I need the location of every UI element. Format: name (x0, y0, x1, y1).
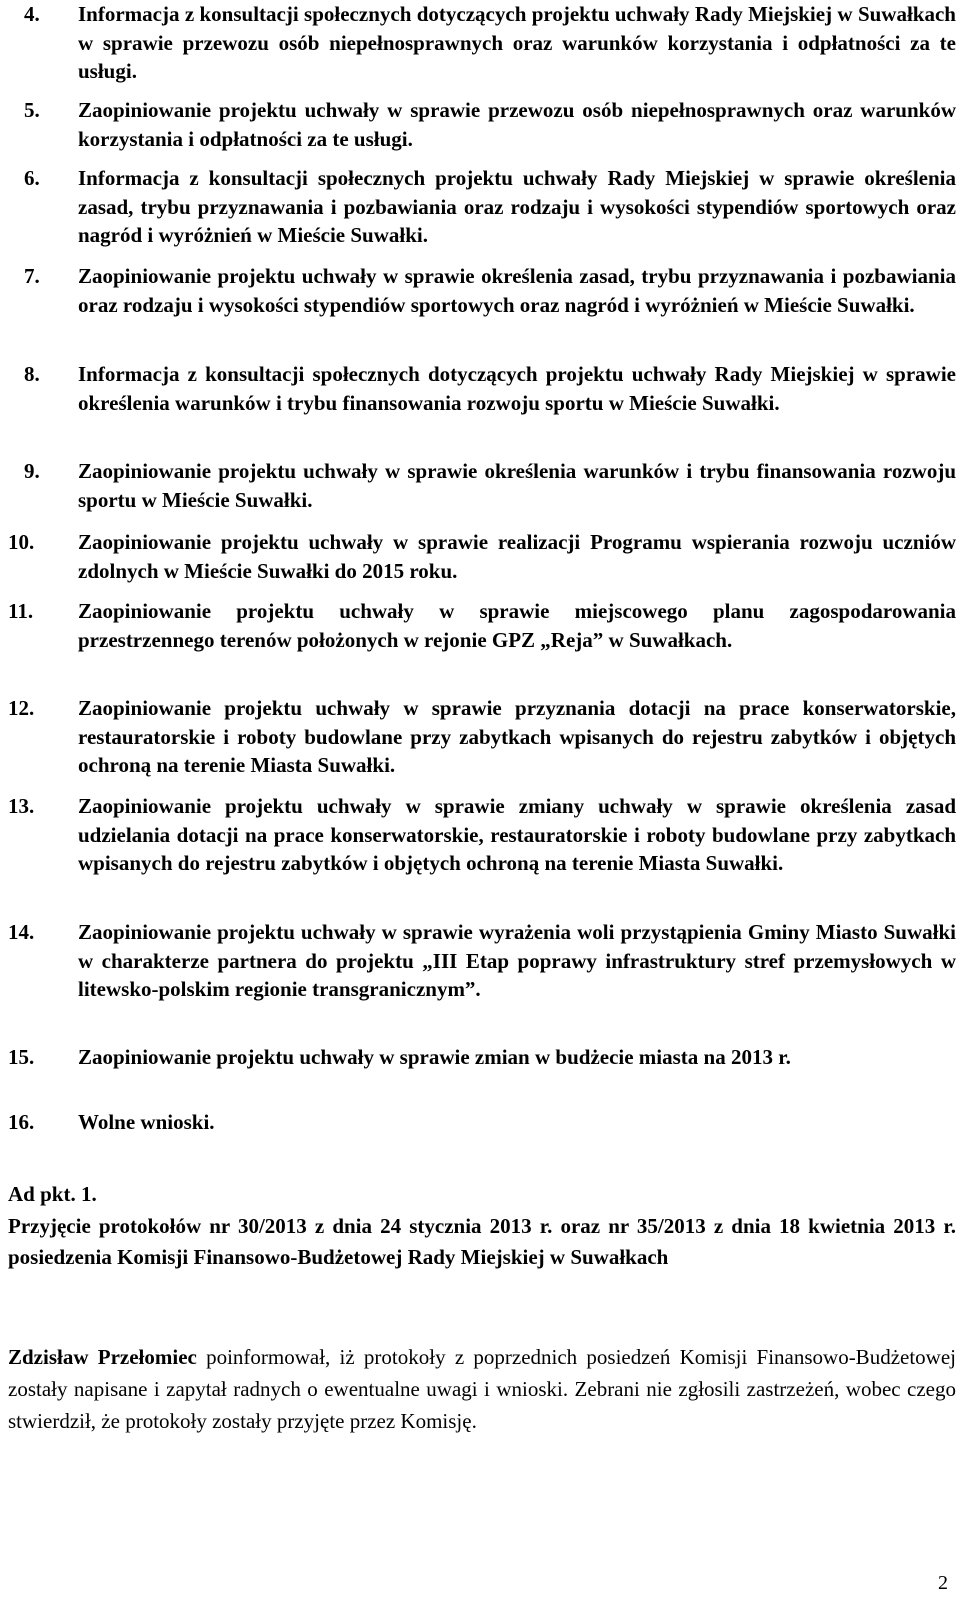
agenda-item-number: 16. (8, 1110, 35, 1134)
agenda-item-10 (8, 528, 956, 585)
agenda-item-text: Zaopiniowanie projektu uchwały w sprawie miejscowego planu zagospodarowania przestrzennego terenów położonych w rejonie GPZ „Reja” w Suwałkach. (78, 599, 956, 652)
agenda-item-number: 4. (24, 2, 40, 26)
agenda-item-8 (8, 360, 956, 417)
agenda-item-text: Informacja z konsultacji społecznych dotyczących projektu uchwały Rady Miejskiej w sprawie określenia warunków i trybu finansowania rozwoju sportu w Mieście Suwałki. (78, 362, 956, 415)
agenda-item-4 (8, 0, 956, 86)
agenda-item-number: 10. (8, 530, 35, 554)
agenda-item-5 (8, 96, 956, 153)
agenda-item-number: 9. (24, 459, 40, 483)
agenda-item-15 (8, 1043, 956, 1072)
agenda-item-text: Zaopiniowanie projektu uchwały w sprawie przyznania dotacji na prace konserwatorskie, restauratorskie i roboty budowlane przy zabytkach wpisanych do rejestru zabytków i objętych ochroną na terenie Miasta Suwałki. (78, 696, 956, 777)
agenda-item-7 (8, 262, 956, 319)
agenda-item-13 (8, 792, 956, 878)
agenda-item-16 (8, 1108, 956, 1137)
page-number: 2 (938, 1572, 948, 1594)
agenda-item-text: Zaopiniowanie projektu uchwały w sprawie określenia warunków i trybu finansowania rozwoju sportu w Mieście Suwałki. (78, 459, 956, 512)
agenda-item-9 (8, 457, 956, 514)
agenda-item-number: 8. (24, 362, 40, 386)
section-title: Przyjęcie protokołów nr 30/2013 z dnia 24 stycznia 2013 r. oraz nr 35/2013 z dnia 18 kwietnia 2013 r. posiedzenia Komisji Finansowo-Budżetowej Rady Miejskiej w Suwałkach (8, 1214, 956, 1269)
agenda-item-number: 11. (8, 599, 34, 623)
agenda-item-number: 12. (8, 696, 35, 720)
agenda-item-text: Informacja z konsultacji społecznych dotyczących projektu uchwały Rady Miejskiej w Suwałkach w sprawie przewozu osób niepełnosprawnych oraz warunków korzystania i odpłatności za te usługi. (78, 2, 956, 83)
agenda-item-text: Wolne wnioski. (78, 1110, 215, 1134)
section-heading: Ad pkt. 1. (8, 1182, 97, 1206)
agenda-item-14 (8, 918, 956, 1004)
agenda-item-text: Zaopiniowanie projektu uchwały w sprawie zmiany uchwały w sprawie określenia zasad udzielania dotacji na prace konserwatorskie, restauratorskie i roboty budowlane przy zabytkach wpisanych do rejestru zabytków i objętych ochroną na terenie Miasta Suwałki. (78, 794, 956, 875)
body-paragraph (8, 1341, 956, 1437)
agenda-item-number: 15. (8, 1045, 35, 1069)
agenda-item-text: Zaopiniowanie projektu uchwały w sprawie wyrażenia woli przystąpienia Gminy Miasto Suwałki w charakterze partnera do projektu „III Etap poprawy infrastruktury stref przemysłowych w litewsko-polskim regionie transgranicznym”. (78, 920, 956, 1001)
agenda-item-number: 13. (8, 794, 35, 818)
agenda-item-number: 5. (24, 98, 40, 122)
agenda-item-number: 14. (8, 920, 35, 944)
agenda-item-text: Zaopiniowanie projektu uchwały w sprawie zmian w budżecie miasta na 2013 r. (78, 1045, 791, 1069)
agenda-item-text: Zaopiniowanie projektu uchwały w sprawie przewozu osób niepełnosprawnych oraz warunków korzystania i odpłatności za te usługi. (78, 98, 956, 151)
agenda-item-text: Informacja z konsultacji społecznych projektu uchwały Rady Miejskiej w sprawie określenia zasad, trybu przyznawania i pozbawiania oraz rodzaju i wysokości stypendiów sportowych oraz nagród i wyróżnień w Mieście Suwałki. (78, 166, 956, 247)
agenda-item-6 (8, 164, 956, 250)
body-text: poinformował, iż protokoły z poprzednich posiedzeń Komisji Finansowo-Budżetowej zostały napisane i zapytał radnych o ewentualne uwagi i wnioski. Zebrani nie zgłosili zastrzeżeń, wobec czego stwierdził, że protokoły zostały przyjęte przez Komisję. (8, 1345, 956, 1433)
agenda-item-number: 6. (24, 166, 40, 190)
agenda-item-text: Zaopiniowanie projektu uchwały w sprawie realizacji Programu wspierania rozwoju uczniów zdolnych w Mieście Suwałki do 2015 roku. (78, 530, 956, 583)
agenda-item-number: 7. (24, 264, 40, 288)
agenda-item-11 (8, 597, 956, 654)
agenda-item-12 (8, 694, 956, 780)
speaker-name: Zdzisław Przełomiec (8, 1345, 197, 1369)
agenda-item-text: Zaopiniowanie projektu uchwały w sprawie określenia zasad, trybu przyznawania i pozbawiania oraz rodzaju i wysokości stypendiów sportowych oraz nagród i wyróżnień w Mieście Suwałki. (78, 264, 956, 317)
